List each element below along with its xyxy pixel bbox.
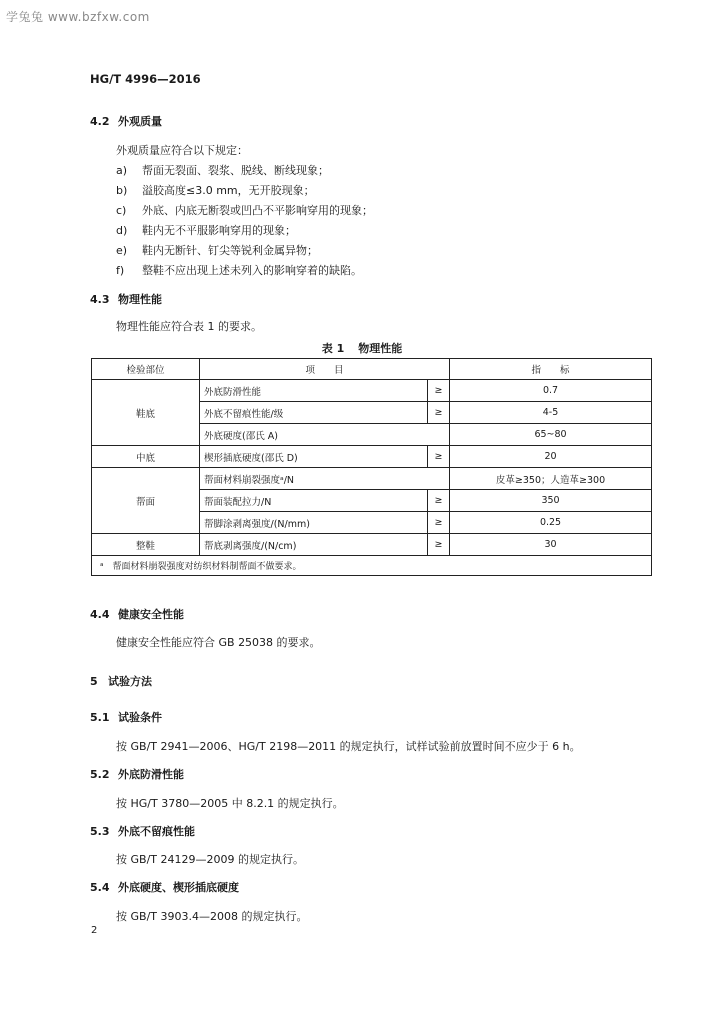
list-marker: a): [116, 164, 128, 177]
standard-header: HG/T 4996—2016: [90, 72, 201, 86]
list-item: [116, 202, 373, 218]
list-text: 帮面无裂面、裂浆、脱线、断线现象；: [142, 164, 329, 177]
section-4-3-text: 物理性能应符合表 1 的要求。: [116, 320, 262, 333]
section-number: 4.4: [90, 608, 110, 621]
part-cell: 鞋底: [92, 380, 200, 446]
list-marker: b): [116, 184, 128, 197]
section-5-2-text: 按 HG/T 3780—2005 中 8.2.1 的规定执行。: [116, 797, 344, 810]
value-cell: 皮革≥350；人造革≥300: [450, 468, 652, 490]
table-title: 物理性能: [358, 342, 403, 355]
list-item: [116, 162, 329, 178]
table-row: [92, 380, 652, 402]
item-cell: 外底防滑性能: [200, 380, 428, 402]
section-title: 试验方法: [108, 675, 152, 688]
section-title: 外观质量: [118, 115, 162, 128]
header-item: 项 目: [200, 359, 450, 380]
section-4-3-heading: [90, 291, 162, 307]
list-marker: e): [116, 244, 128, 257]
section-4-4-text: 健康安全性能应符合 GB 25038 的要求。: [116, 636, 321, 649]
section-5-4-text: 按 GB/T 3903.4—2008 的规定执行。: [116, 910, 308, 923]
value-cell: 0.7: [450, 380, 652, 402]
physical-properties-table: [91, 358, 652, 576]
section-5-1-text: 按 GB/T 2941—2006、HG/T 2198—2011 的规定执行，试样试验前放置时间不应少于 6 h。: [116, 740, 581, 753]
section-4-2-intro: 外观质量应符合以下规定：: [116, 144, 248, 157]
item-cell: 帮脚涂剥离强度/(N/mm): [200, 512, 428, 534]
list-marker: f): [116, 264, 125, 277]
header-part: 检验部位: [92, 359, 200, 380]
value-cell: 30: [450, 534, 652, 556]
operator-cell: ≥: [428, 490, 450, 512]
section-5-1-heading: [90, 709, 162, 725]
section-4-2-heading: [90, 113, 162, 129]
item-cell: 帮底剥离强度/(N/cm): [200, 534, 428, 556]
section-title: 试验条件: [118, 711, 162, 724]
value-cell: 4-5: [450, 402, 652, 424]
section-title: 物理性能: [118, 293, 162, 306]
list-item: [116, 262, 362, 278]
section-number: 5.3: [90, 825, 110, 838]
section-number: 4.3: [90, 293, 110, 306]
section-title: 外底防滑性能: [118, 768, 184, 781]
item-cell: 帮面装配拉力/N: [200, 490, 428, 512]
list-text: 外底、内底无断裂或凹凸不平影响穿用的现象；: [142, 204, 373, 217]
part-cell: 整鞋: [92, 534, 200, 556]
operator-cell: ≥: [428, 534, 450, 556]
value-cell: 0.25: [450, 512, 652, 534]
table-note-row: [92, 556, 652, 576]
section-number: 5.2: [90, 768, 110, 781]
page-number: 2: [91, 925, 98, 936]
list-text: 整鞋不应出现上述未列入的影响穿着的缺陷。: [142, 264, 362, 277]
table-header-row: [92, 359, 652, 380]
section-number: 4.2: [90, 115, 110, 128]
header-value: 指 标: [450, 359, 652, 380]
watermark: 学兔兔 www.bzfxw.com: [6, 10, 150, 24]
table-caption: [0, 340, 724, 356]
value-cell: 65~80: [450, 424, 652, 446]
value-cell: 350: [450, 490, 652, 512]
section-5-3-text: 按 GB/T 24129—2009 的规定执行。: [116, 853, 304, 866]
value-cell: 20: [450, 446, 652, 468]
section-5-2-heading: [90, 766, 184, 782]
table-row: [92, 534, 652, 556]
list-marker: c): [116, 204, 127, 217]
section-title: 外底硬度、楔形插底硬度: [118, 881, 239, 894]
section-4-4-heading: [90, 606, 184, 622]
list-marker: d): [116, 224, 128, 237]
item-cell: 外底硬度(邵氏 A): [200, 424, 450, 446]
item-cell: 楔形插底硬度(邵氏 D): [200, 446, 428, 468]
operator-cell: ≥: [428, 380, 450, 402]
operator-cell: ≥: [428, 446, 450, 468]
section-number: 5.1: [90, 711, 110, 724]
table-row: [92, 468, 652, 490]
part-cell: 中底: [92, 446, 200, 468]
operator-cell: ≥: [428, 512, 450, 534]
table-number: 表 1: [321, 342, 345, 355]
list-item: [116, 242, 318, 258]
list-text: 溢胶高度≤3.0 mm，无开胶现象；: [142, 184, 315, 197]
list-text: 鞋内无断针、钉尖等锐利金属异物；: [142, 244, 318, 257]
section-number: 5: [90, 675, 98, 688]
section-5-3-heading: [90, 823, 195, 839]
table-footnote: ᵃ 帮面材料崩裂强度对纺织材料制帮面不做要求。: [92, 556, 652, 576]
item-cell: 外底不留痕性能/级: [200, 402, 428, 424]
item-cell: 帮面材料崩裂强度ᵃ/N: [200, 468, 450, 490]
section-title: 外底不留痕性能: [118, 825, 195, 838]
section-5-heading: [90, 673, 152, 689]
list-text: 鞋内无不平服影响穿用的现象；: [142, 224, 296, 237]
part-cell: 帮面: [92, 468, 200, 534]
operator-cell: ≥: [428, 402, 450, 424]
section-number: 5.4: [90, 881, 110, 894]
list-item: [116, 222, 296, 238]
list-item: [116, 182, 315, 198]
table-row: [92, 446, 652, 468]
section-title: 健康安全性能: [118, 608, 184, 621]
section-5-4-heading: [90, 879, 239, 895]
